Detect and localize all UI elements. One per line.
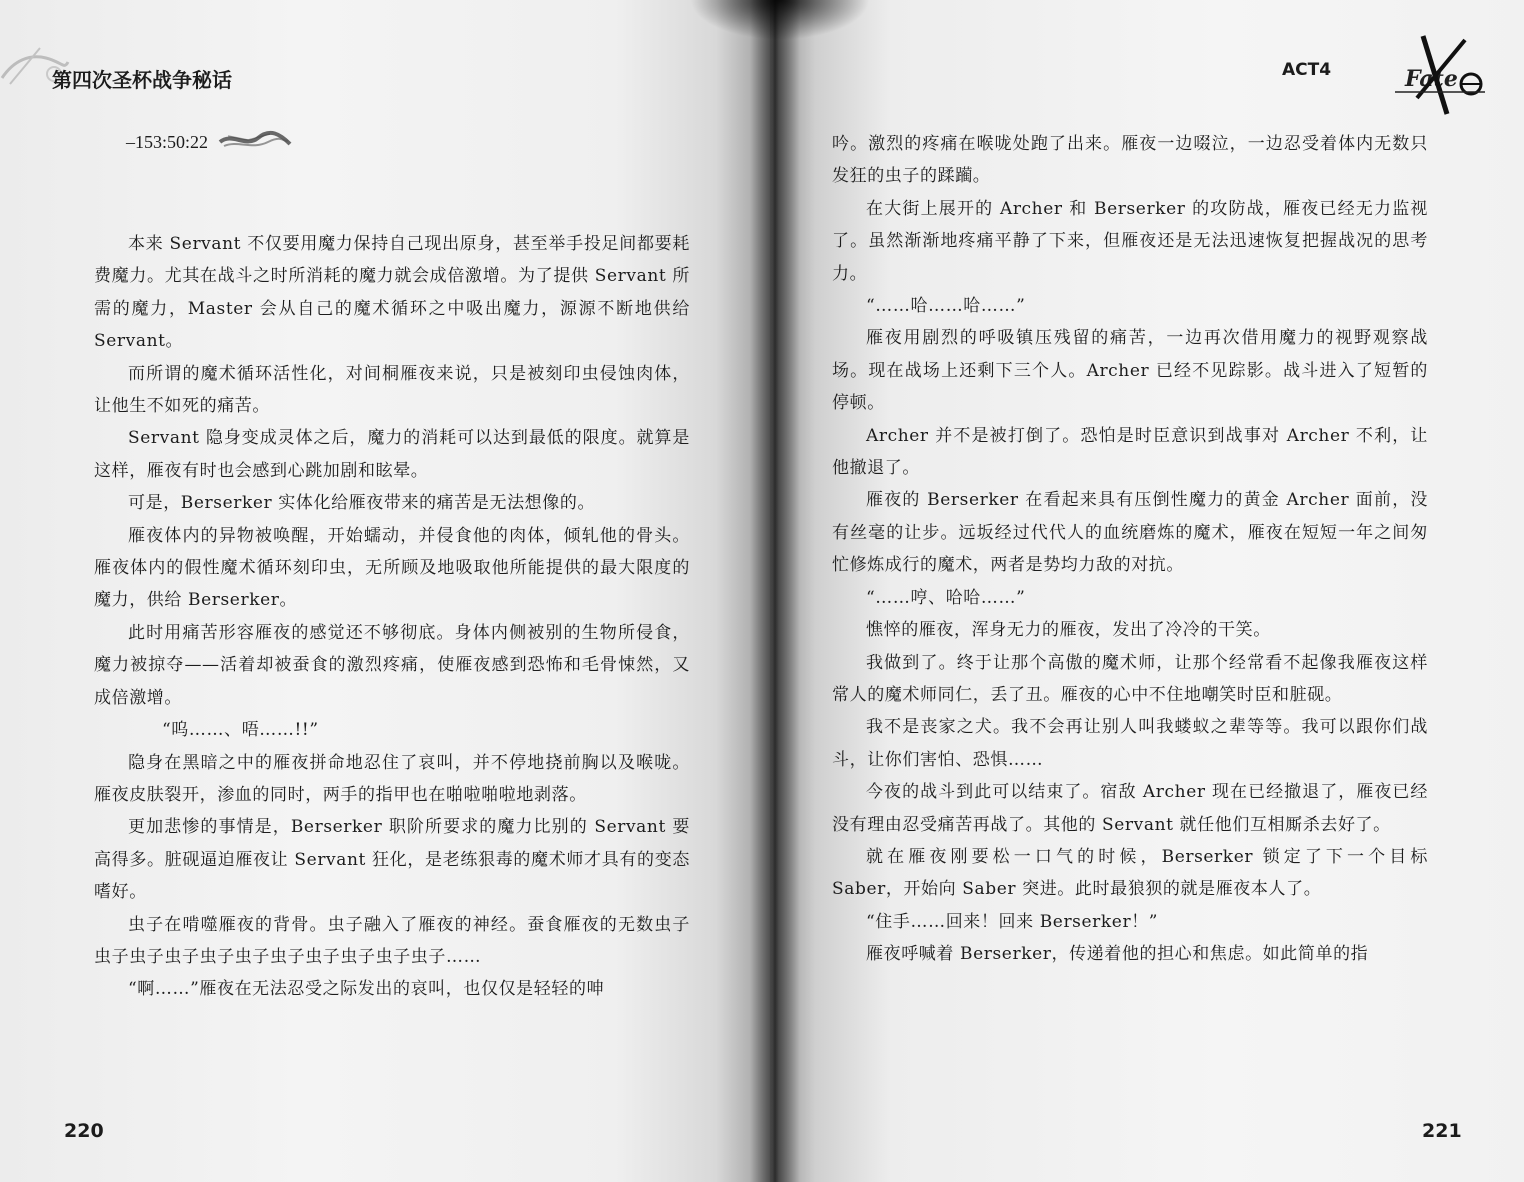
paragraph: 可是，Berserker 实体化给雁夜带来的痛苦是无法想像的。 [128,493,596,514]
logo-text: Fate [1405,66,1458,92]
paragraph: 雁夜用剧烈的呼吸镇压残留的痛苦，一边再次借用魔力的视野观察战场。现在战场上还剩下三个人。Archer 已经不见踪影。战斗进入了短暂的停顿。 [832,328,1428,414]
paragraph: 吟。激烈的疼痛在喉咙处跑了出来。雁夜一边啜泣，一边忍受着体内无数只发狂的虫子的蹂躏。 [832,134,1428,187]
paragraph: “啊……”雁夜在无法忍受之际发出的哀叫，也仅仅是轻轻的呻 [128,979,605,1000]
paragraph: “呜……、唔……!!” [162,720,319,741]
paragraph: 更加悲惨的事情是，Berserker 职阶所要求的魔力比别的 Servant 要高得多。脏砚逼迫雁夜让 Servant 狂化，是老练狠毒的魔术师才具有的变态嗜好。 [94,817,690,903]
paragraph: Servant 隐身变成灵体之后，魔力的消耗可以达到最低的限度。就算是这样，雁夜有时也会感到心跳加剧和眩晕。 [94,428,690,481]
paragraph: 虫子在啃噬雁夜的背骨。虫子融入了雁夜的神经。蚕食雁夜的无数虫子虫子虫子虫子虫子虫子虫子虫子虫子虫子虫子…… [94,914,690,967]
paragraph: 雁夜的 Berserker 在看起来具有压倒性魔力的黄金 Archer 面前，没有丝毫的让步。远坂经过代代人的血统磨炼的魔术，雁夜在短短一年之间匆忙修炼成行的魔术，两者是势均力敌的对抗。 [832,490,1428,576]
right-page [770,0,1524,1182]
paragraph: 雁夜呼喊着 Berserker，传递着他的担心和焦虑。如此简单的指 [866,944,1369,965]
paragraph: 在大街上展开的 Archer 和 Berserker 的攻防战，雁夜已经无力监视了。虽然渐渐地疼痛平静了下来，但雁夜还是无法迅速恢复把握战况的思考力。 [832,198,1428,284]
book-gutter-shadow [750,0,800,1182]
paragraph: “……哈……哈……” [866,296,1026,317]
page-number-left: 220 [64,1120,104,1142]
spine-top-shadow [690,0,870,40]
paragraph: “住手……回来！回来 Berserker！” [866,911,1159,932]
smudge-mark-icon [218,128,292,152]
left-page-body [94,228,690,1006]
paragraph: 雁夜体内的异物被唤醒，开始蠕动，并侵食他的肉体，倾轧他的骨头。雁夜体内的假性魔术循环刻印虫，无所顾及地吸取他所能提供的最大限度的魔力，供给 Berserker。 [94,525,690,611]
right-page-body [832,128,1428,971]
paragraph: 就在雁夜刚要松一口气的时候，Berserker 锁定了下一个目标 Saber，开始向 Saber 突进。此时最狼狈的就是雁夜本人了。 [832,846,1428,900]
paragraph: Archer 并不是被打倒了。恐怕是时臣意识到战事对 Archer 不利，让他撤退了。 [832,425,1428,479]
paragraph: 我不是丧家之犬。我不会再让别人叫我蝼蚁之辈等等。我可以跟你们战斗，让你们害怕、恐惧…… [832,717,1428,770]
paragraph: 而所谓的魔术循环活性化，对间桐雁夜来说，只是被刻印虫侵蚀肉体，让他生不如死的痛苦。 [94,363,690,417]
running-header-left: 第四次圣杯战争秘话 [52,68,232,92]
page-number-right: 221 [1422,1120,1462,1142]
paragraph: 隐身在黑暗之中的雁夜拼命地忍住了哀叫，并不停地挠前胸以及喉咙。雁夜皮肤裂开，渗血的同时，两手的指甲也在啪啦啪啦地剥落。 [94,752,690,805]
paragraph: 我做到了。终于让那个高傲的魔术师，让那个经常看不起像我雁夜这样常人的魔术师同仁，丢了丑。雁夜的心中不住地嘲笑时臣和脏砚。 [832,652,1428,705]
paragraph: 本来 Servant 不仅要用魔力保持自己现出原身，甚至举手投足间都要耗费魔力。尤其在战斗之时所消耗的魔力就会成倍激增。为了提供 Servant 所需的魔力，Master 会从自己的魔术循环之中吸出魔力，源源不断地供给 Servant。 [94,234,690,352]
paragraph: 此时用痛苦形容雁夜的感觉还不够彻底。身体内侧被别的生物所侵食，魔力被掠夺——活着却被蚕食的激烈疼痛，使雁夜感到恐怖和毛骨悚然，又成倍激增。 [94,622,690,708]
running-header-right: ACT4 [1282,60,1332,80]
paragraph: “……哼、哈哈……” [866,587,1026,608]
paragraph: 今夜的战斗到此可以结束了。宿敌 Archer 现在已经撤退了，雁夜已经没有理由忍受痛苦再战了。其他的 Servant 就任他们互相厮杀去好了。 [832,782,1428,835]
section-timestamp: –153:50:22 [126,132,209,152]
fate-zero-logo-icon [1335,28,1485,118]
paragraph: 憔悴的雁夜，浑身无力的雁夜，发出了冷冷的干笑。 [866,620,1271,641]
